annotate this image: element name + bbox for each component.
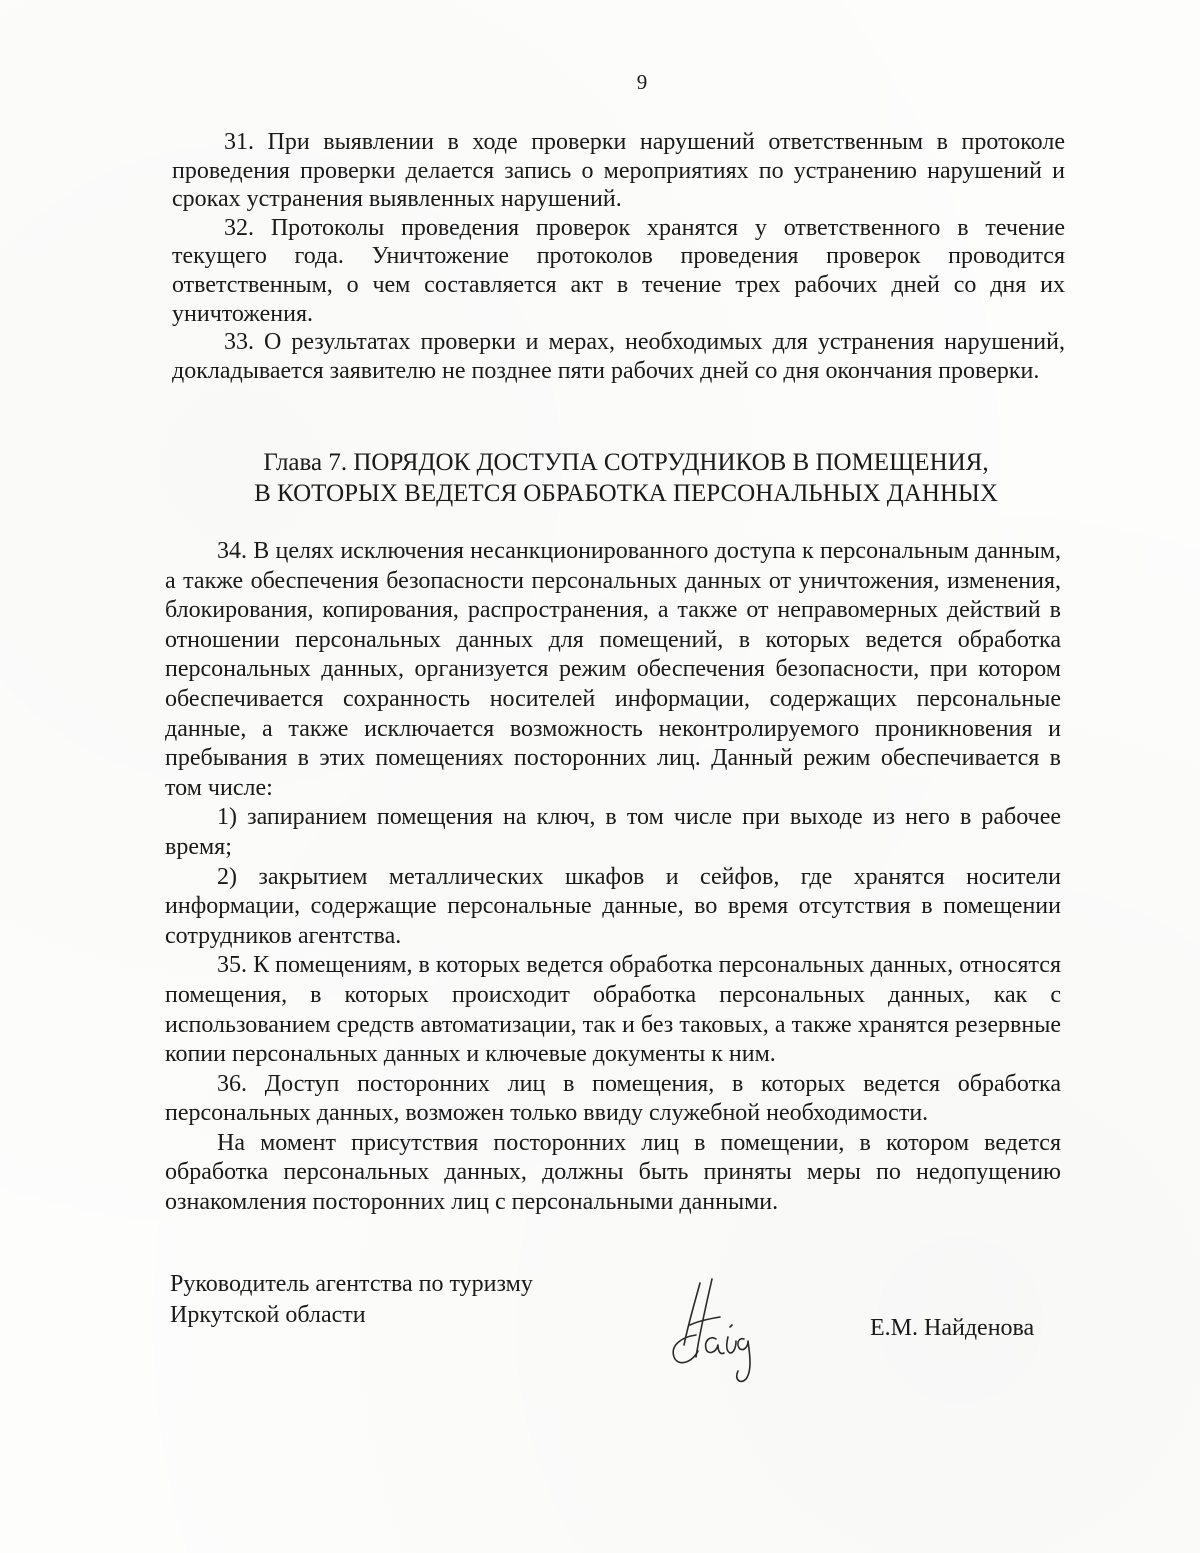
top-paragraphs (172, 128, 1065, 385)
chapter-title-line2: В КОТОРЫХ ВЕДЕТСЯ ОБРАБОТКА ПЕРСОНАЛЬНЫХ ДАННЫХ (254, 480, 998, 507)
paragraph-31: 31. При выявлении в ходе проверки нарушений ответственным в протоколе проведения проверки делается запись о мероприятиях по устранению нарушений и сроках устранения выявленных нарушений. (172, 129, 1065, 213)
handwritten-signature (660, 1275, 780, 1390)
main-paragraphs (165, 537, 1061, 1218)
paragraph-34: 34. В целях исключения несанкционированного доступа к персональным данным, а также обеспечения безопасности персональных данных от уничтожения, изменения, блокирования, копирования, распространения, а также от неправомерных действий в отношении персональных данных для помещений, в которых ведется обработка персональных данных, организуется режим обеспечения безопасности, при котором обеспечивается сохранность носителей информации, содержащих персональные данные, а также исключается возможность неконтролируемого проникновения и пребывания в этих помещениях посторонних лиц. Данный режим обеспечивается в том числе: (165, 538, 1061, 801)
signatory-position-line1: Руководитель агентства по туризму (170, 1271, 533, 1297)
paragraph-35: 35. К помещениям, в которых ведется обработка персональных данных, относятся помещения, в которых происходит обработка персональных данных, как с использованием средств автоматизации, так и без таковых, а также хранятся резервные копии персональных данных и ключевые документы к ним. (165, 952, 1061, 1068)
paragraph-33: 33. О результатах проверки и мерах, необходимых для устранения нарушений, докладывается заявителю не позднее пяти рабочих дней со дня окончания проверки. (172, 329, 1065, 384)
signatory-name: Е.М. Найденова (870, 1315, 1035, 1341)
chapter-title (160, 447, 1092, 509)
paragraph-32: 32. Протоколы проведения проверок хранятся у ответственного в течение текущего года. Уничтожение протоколов проведения проверок проводится ответственным, о чем составляется акт в течение трех рабочих дней со дня их уничтожения. (172, 214, 1065, 327)
paragraph-visitors: На момент присутствия посторонних лиц в помещении, в котором ведется обработка персональных данных, должны быть приняты меры по недопущению ознакомления посторонних лиц с персональными данными. (165, 1129, 1061, 1216)
list-item-1: 1) запиранием помещения на ключ, в том числе при выходе из него в рабочее время; (165, 804, 1061, 860)
paragraph-36: 36. Доступ посторонних лиц в помещения, в которых ведется обработка персональных данных, возможен только ввиду служебной необходимости. (165, 1070, 1061, 1127)
signatory-position-line2: Иркутской области (170, 1302, 366, 1328)
list-item-2: 2) закрытием металлических шкафов и сейфов, где хранятся носители информации, содержащие персональные данные, во время отсутствия в помещении сотрудников агентства. (165, 863, 1061, 949)
page-number: 9 (636, 70, 648, 94)
chapter-title-line1: Глава 7. ПОРЯДОК ДОСТУПА СОТРУДНИКОВ В ПОМЕЩЕНИЯ, (263, 449, 989, 476)
signatory-position (170, 1269, 533, 1331)
